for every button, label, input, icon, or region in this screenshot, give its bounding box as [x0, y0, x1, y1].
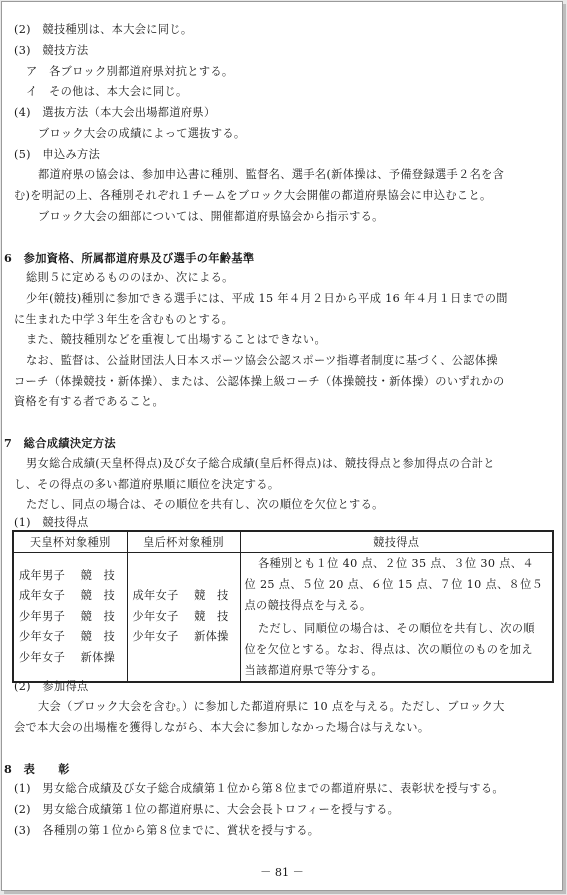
category-item: 少年女子 競 技 — [132, 609, 229, 623]
points-allocation-text: 各種別とも１位 40 点、２位 35 点、３位 30 点、４位 25 点、５位 20 点、６位 15 点、７位 10 点、８位５点の競技得点を与える。 — [244, 557, 544, 612]
item-5-text-line2: む)を明記の上、各種別それぞれ１チームをブロック大会開催の都道府県協会に申込むこと。 — [14, 189, 492, 202]
competition-points-description — [240, 553, 553, 683]
award-item-2: (2) 男女総合成績第１位の都道府県に、大会会長トロフィーを授与する。 — [14, 803, 400, 816]
section-8-heading: 8 表 彰 — [4, 762, 70, 776]
section-6-text-2: 少年(競技)種別に参加できる選手には、平成 15 年４月２日から平成 16 年４月１日までの間 — [26, 292, 508, 305]
section-6-text-6: コーチ（体操競技・新体操）、または、公認体操上級コーチ（体操競技・新体操）のいずれかの — [14, 375, 505, 388]
header-emperor-cup: 天皇杯対象種別 — [13, 531, 127, 553]
category-item: 少年女子 新体操 — [19, 650, 116, 664]
category-item: 少年男子 競 技 — [19, 609, 116, 623]
category-item: 成年女子 競 技 — [132, 589, 229, 603]
item-2-competition-categories: (2) 競技種別は、本大会に同じ。 — [14, 23, 193, 36]
section-6-text-1: 総則５に定めるもののほか、次による。 — [26, 271, 234, 284]
item-5-text-line1: 都道府県の協会は、参加申込書に種別、監督名、選手名(新体操は、予備登録選手２名を含 — [38, 168, 505, 181]
points-tie-rule-text: ただし、同順位の場合は、その順位を共有し、次の順位を欠位とする。なお、得点は、次の順位のものを加え当該都道府県で等分する。 — [244, 622, 535, 677]
section-7-text-3: ただし、同点の場合は、その順位を共有し、次の順位を欠位とする。 — [26, 498, 384, 511]
item-5-application-method: (5) 申込み方法 — [14, 148, 101, 161]
document-page — [1, 1, 563, 891]
participation-points-text-2: 会で本大会の出場権を獲得しながら、本大会に参加しなかった場合は与えない。 — [14, 721, 430, 734]
empress-cup-categories — [127, 553, 240, 683]
item-4-selection-method: (4) 選抜方法（本大会出場都道府県） — [14, 106, 216, 119]
item-4-text: ブロック大会の成績によって選抜する。 — [38, 127, 246, 140]
section-6-text-7: 資格を有する者であること。 — [14, 395, 164, 408]
section-7-text-2: し、その得点の多い都道府県順に順位を決定する。 — [14, 478, 280, 491]
item-3-competition-method: (3) 競技方法 — [14, 44, 89, 57]
section-7-text-1: 男女総合成績(天皇杯得点)及び女子総合成績(皇后杯得点)は、競技得点と参加得点の合計と — [26, 457, 495, 470]
section-7-heading: 7 総合成績決定方法 — [4, 436, 116, 450]
subsection-1-competition-points: (1) 競技得点 — [14, 516, 89, 529]
item-3-sub-i: イ その他は、本大会に同じ。 — [26, 85, 188, 98]
section-6-text-5: なお、監督は、公益財団法人日本スポーツ協会公認スポーツ指導者制度に基づく、公認体操 — [26, 354, 498, 367]
award-item-3: (3) 各種別の第１位から第８位までに、賞状を授与する。 — [14, 824, 320, 837]
item-5-text-line3: ブロック大会の細部については、開催都道府県協会から指示する。 — [38, 210, 384, 223]
category-item: 成年男子 競 技 — [19, 568, 116, 582]
participation-points-text-1: 大会（ブロック大会を含む。）に参加した都道府県に 10 点を与える。ただし、ブロック大 — [38, 700, 505, 713]
header-competition-points: 競技得点 — [240, 531, 553, 553]
section-6-text-3: に生まれた中学３年生を含むものとする。 — [14, 313, 234, 326]
section-6-text-4: また、競技種別などを重複して出場することはできない。 — [26, 333, 326, 346]
table-header-row — [13, 531, 553, 553]
section-6-heading: 6 参加資格、所属都道府県及び選手の年齢基準 — [4, 251, 255, 265]
competition-points-table — [12, 530, 554, 683]
header-empress-cup: 皇后杯対象種別 — [127, 531, 240, 553]
page-number: － 81 － — [260, 866, 304, 879]
subsection-2-participation-points: (2) 参加得点 — [14, 680, 89, 693]
award-item-1: (1) 男女総合成績及び女子総合成績第１位から第８位までの都道府県に、表彰状を授与する。 — [14, 782, 504, 795]
category-item: 少年女子 新体操 — [132, 630, 229, 644]
category-item: 少年女子 競 技 — [19, 630, 116, 644]
item-3-sub-a: ア 各ブロック別都道府県対抗とする。 — [26, 65, 234, 78]
table-row — [13, 553, 553, 683]
category-item: 成年女子 競 技 — [19, 589, 116, 603]
emperor-cup-categories — [13, 553, 127, 683]
